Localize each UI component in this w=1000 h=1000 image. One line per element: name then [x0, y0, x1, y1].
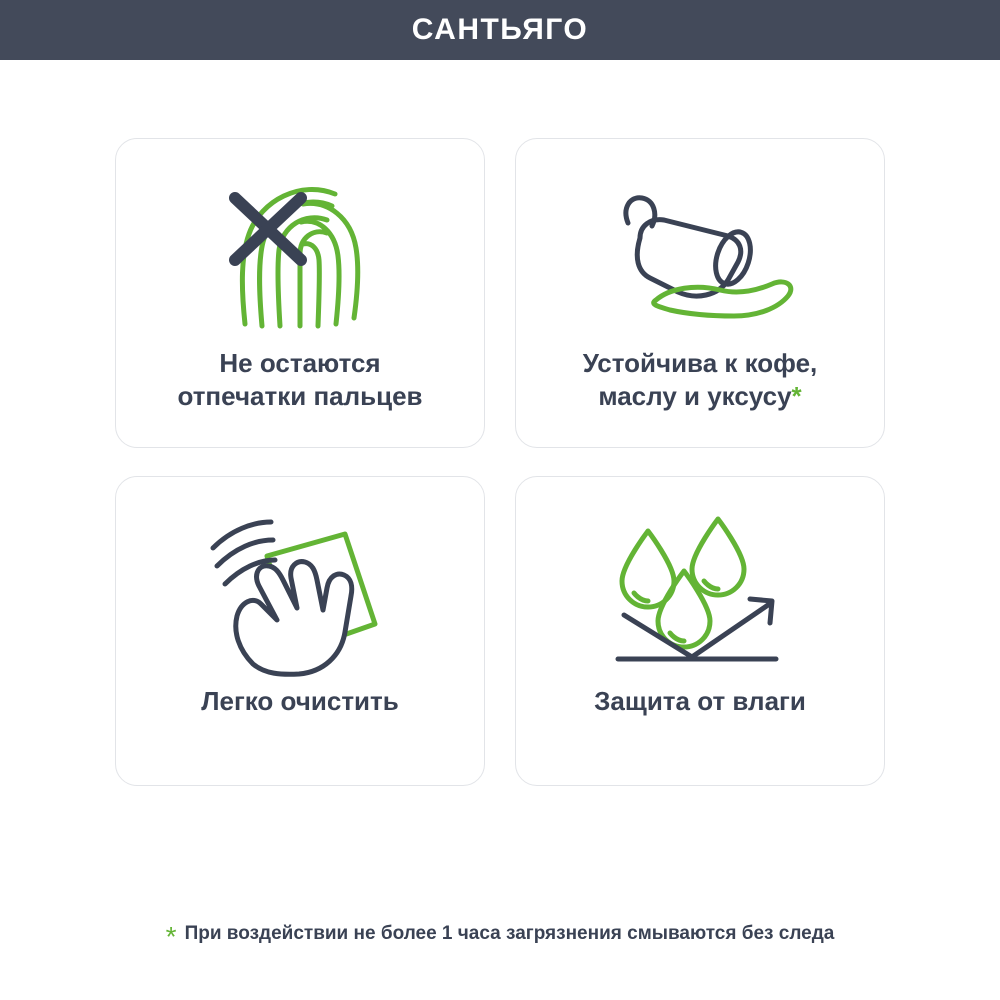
feature-label-line1: Защита от влаги	[594, 686, 806, 716]
feature-label-line1: Легко очистить	[201, 686, 399, 716]
feature-card-fingerprint[interactable]	[115, 138, 485, 448]
feature-card-stain-resistant[interactable]	[515, 138, 885, 448]
feature-card-grid	[115, 138, 885, 786]
feature-card-label	[565, 347, 836, 414]
feature-label-line2: маслу и уксусу	[598, 381, 792, 412]
hand-wiping-cloth-icon	[116, 511, 484, 681]
water-drops-repellent-icon	[516, 511, 884, 681]
footnote	[0, 920, 1000, 952]
footnote-text: При воздействии не более 1 часа загрязнения смываются без следа	[184, 923, 835, 944]
page-header	[0, 0, 1000, 60]
page-title: САНТЬЯГО	[411, 13, 589, 46]
feature-card-label	[576, 685, 824, 718]
footnote-marker: *	[791, 381, 802, 412]
feature-card-easy-clean[interactable]	[115, 476, 485, 786]
feature-card-water-protection[interactable]	[515, 476, 885, 786]
feature-label-line1: Не остаются	[219, 348, 381, 378]
footnote-asterisk-icon: *	[165, 921, 177, 952]
fingerprint-crossed-icon	[116, 173, 484, 343]
feature-label-line2: отпечатки пальцев	[177, 381, 423, 412]
spilled-cup-icon	[516, 173, 884, 343]
feature-card-label	[159, 347, 440, 414]
feature-label-line1: Устойчива к кофе,	[582, 348, 818, 378]
feature-card-label	[183, 685, 417, 718]
